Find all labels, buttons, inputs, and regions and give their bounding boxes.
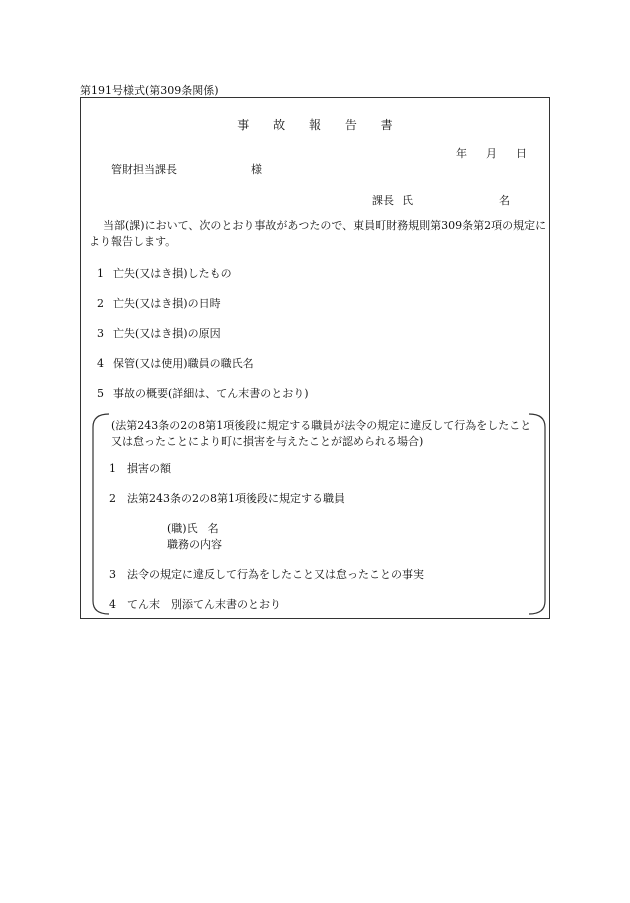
title-char: 告 xyxy=(344,118,357,132)
list-item xyxy=(97,295,221,311)
date-line xyxy=(456,145,527,161)
title-char: 報 xyxy=(308,118,321,132)
item-number: 2 xyxy=(97,297,104,310)
form-number-label: 第191号様式(第309条関係) xyxy=(80,84,219,97)
sub-list-item xyxy=(109,596,281,612)
title-char: 事 xyxy=(237,118,250,132)
item-number: 5 xyxy=(97,387,104,400)
accident-report-form xyxy=(80,97,550,619)
item-text: 亡失(又はき損)の日時 xyxy=(113,297,221,310)
bracketed-section xyxy=(91,413,547,615)
item-text: 事故の概要(詳細は、てん末書のとおり) xyxy=(113,387,309,400)
list-item xyxy=(97,265,232,281)
condition-note: (法第243条の2の8第1項後段に規定する職員が法令の規定に違反して行為をしたこと又は怠ったことにより町に損害を与えたことが認められる場合) xyxy=(111,419,532,448)
list-item xyxy=(97,385,309,401)
item-number: 1 xyxy=(97,267,104,280)
title-char: 書 xyxy=(380,118,393,132)
sub-item-number: 2 xyxy=(109,492,116,505)
staff-name-field xyxy=(167,520,219,536)
sub-item-text: 法令の規定に違反して行為をしたこと又は怠ったことの事実 xyxy=(127,568,424,581)
staff-duty-field: 職務の内容 xyxy=(167,538,222,551)
sub-list-item xyxy=(109,566,424,582)
staff-name-label-2: 名 xyxy=(207,522,219,535)
sender-title: 課長 xyxy=(372,194,394,207)
sub-item-number: 3 xyxy=(109,568,116,581)
sub-list-item xyxy=(109,490,345,506)
sender-name-label-2: 名 xyxy=(499,194,510,207)
list-item xyxy=(97,325,221,341)
sub-item-number: 1 xyxy=(109,462,116,475)
sub-item-text: 損害の額 xyxy=(127,462,171,475)
title-char: 故 xyxy=(273,118,286,132)
sub-list-item xyxy=(109,460,171,476)
item-text: 亡失(又はき損)の原因 xyxy=(113,327,221,340)
sub-item-text: てん末 別添てん末書のとおり xyxy=(127,598,281,611)
list-item xyxy=(97,355,254,371)
item-number: 3 xyxy=(97,327,104,340)
addressee: 管財担当課長 xyxy=(111,163,177,176)
item-text: 亡失(又はき損)したもの xyxy=(113,267,232,280)
sub-item-text: 法第243条の2の8第1項後段に規定する職員 xyxy=(127,492,345,505)
date-day-label: 日 xyxy=(516,147,527,160)
item-number: 4 xyxy=(97,357,104,370)
sub-item-number: 4 xyxy=(109,598,116,611)
staff-name-label-1: (職)氏 xyxy=(167,522,198,535)
sender-name-label-1: 氏 xyxy=(402,194,413,207)
sender-line xyxy=(372,192,510,208)
date-year-label: 年 xyxy=(456,147,467,160)
honorific: 様 xyxy=(251,163,262,176)
item-text: 保管(又は使用)職員の職氏名 xyxy=(113,357,254,370)
date-month-label: 月 xyxy=(486,147,497,160)
intro-paragraph: 当部(課)において、次のとおり事故があつたので、東員町財務規則第309条第2項の規定により報告します。 xyxy=(89,219,547,248)
form-title xyxy=(81,116,549,133)
